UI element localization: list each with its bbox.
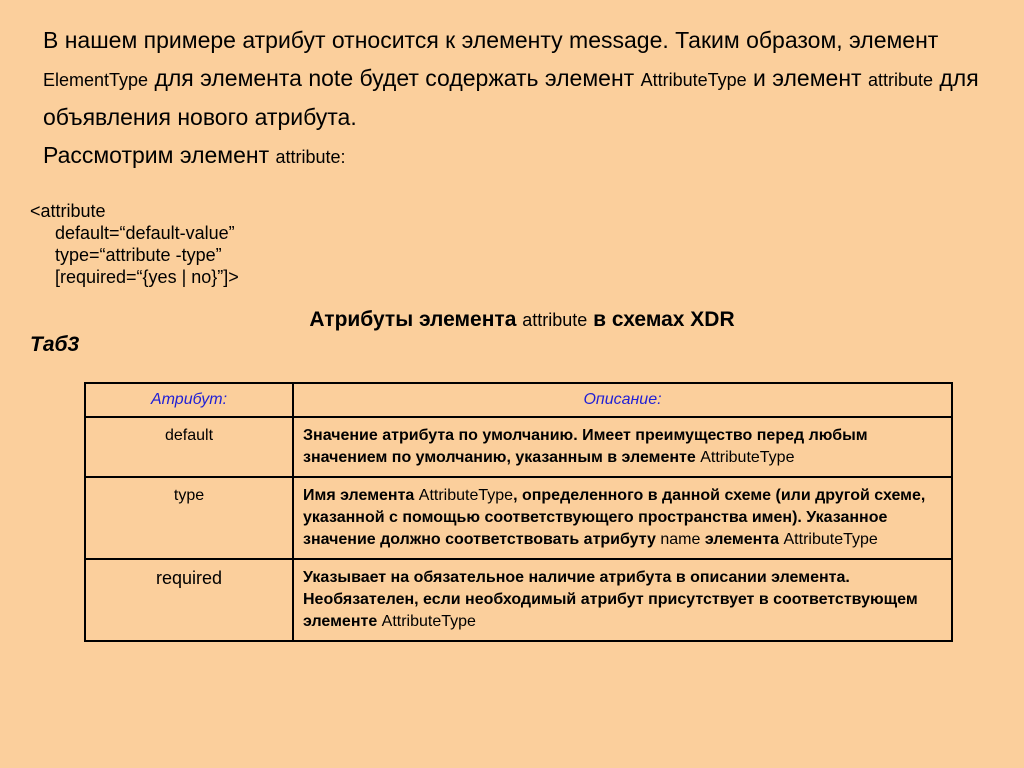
code-line: <attribute: [30, 201, 106, 221]
intro-text-part: для элемента note будет содержать элемент: [148, 64, 641, 91]
intro-text-part: и элемент: [746, 64, 868, 91]
table-caption: [0, 308, 1024, 332]
caption-part: Атрибуты элемента: [309, 308, 523, 331]
intro-text: [30, 22, 1000, 176]
description-text: , определенного в данной схеме (или другой схеме, указанной с помощью соответствующего пространства имен). Указанное значение должно соответствовать атрибуту: [303, 487, 926, 548]
table-header-row: [85, 383, 952, 417]
code-line: type=“attribute -type”: [55, 245, 222, 265]
code-line: default=“default-value”: [55, 223, 235, 243]
description-text: Указывает на обязательное наличие атрибута в описании элемента. Необязателен, если необходимый атрибут присутствует в соответствующем элементе: [303, 569, 918, 630]
intro-paragraph-1: [30, 22, 1000, 137]
description-text: Имя элемента: [303, 487, 419, 504]
attributes-table: [84, 382, 953, 642]
column-header-description: Описание:: [293, 383, 952, 417]
intro-text-part: В нашем примере атрибут относится к элементу message. Таким образом, элемент: [43, 27, 939, 53]
attribute-name-cell: default: [85, 417, 293, 477]
description-code: AttributeType: [418, 487, 514, 504]
description-code: AttributeType: [783, 531, 878, 548]
attribute-description-cell: [293, 417, 952, 477]
attribute-description-cell: [293, 559, 952, 641]
table-row: [85, 477, 952, 559]
code-sample: [30, 200, 239, 288]
table-row: [85, 417, 952, 477]
description-text: Значение атрибута по умолчанию. Имеет преимущество перед любым значением по умолчанию, указанным в элементе: [303, 427, 868, 466]
attribute-name-cell: required: [85, 559, 293, 641]
table-label: Таб3: [30, 333, 80, 356]
intro-text-part: для объявления нового атрибута.: [43, 64, 979, 130]
attribute-description-cell: [293, 477, 952, 559]
caption-code: attribute: [522, 310, 588, 330]
intro-paragraph-2: [30, 137, 1000, 177]
attribute-name-cell: type: [85, 477, 293, 559]
caption-part: в схемах XDR: [587, 308, 735, 331]
code-line: [required=“{yes | no}”]>: [55, 267, 239, 287]
description-code: name: [660, 531, 701, 548]
intro-text-part: Рассмотрим элемент: [43, 141, 276, 168]
description-code: AttributeType: [381, 613, 476, 630]
description-text: элемента: [700, 531, 784, 548]
description-code: AttributeType: [700, 449, 795, 466]
table-body: [85, 417, 952, 641]
table-row: [85, 559, 952, 641]
intro-code-elementtype: ElementType: [43, 69, 149, 90]
intro-code-attribute: attribute:: [275, 146, 346, 167]
intro-code-attribute: attribute: [867, 69, 933, 90]
column-header-attribute: Атрибут:: [85, 383, 293, 417]
intro-code-attributetype: AttributeType: [640, 69, 747, 90]
